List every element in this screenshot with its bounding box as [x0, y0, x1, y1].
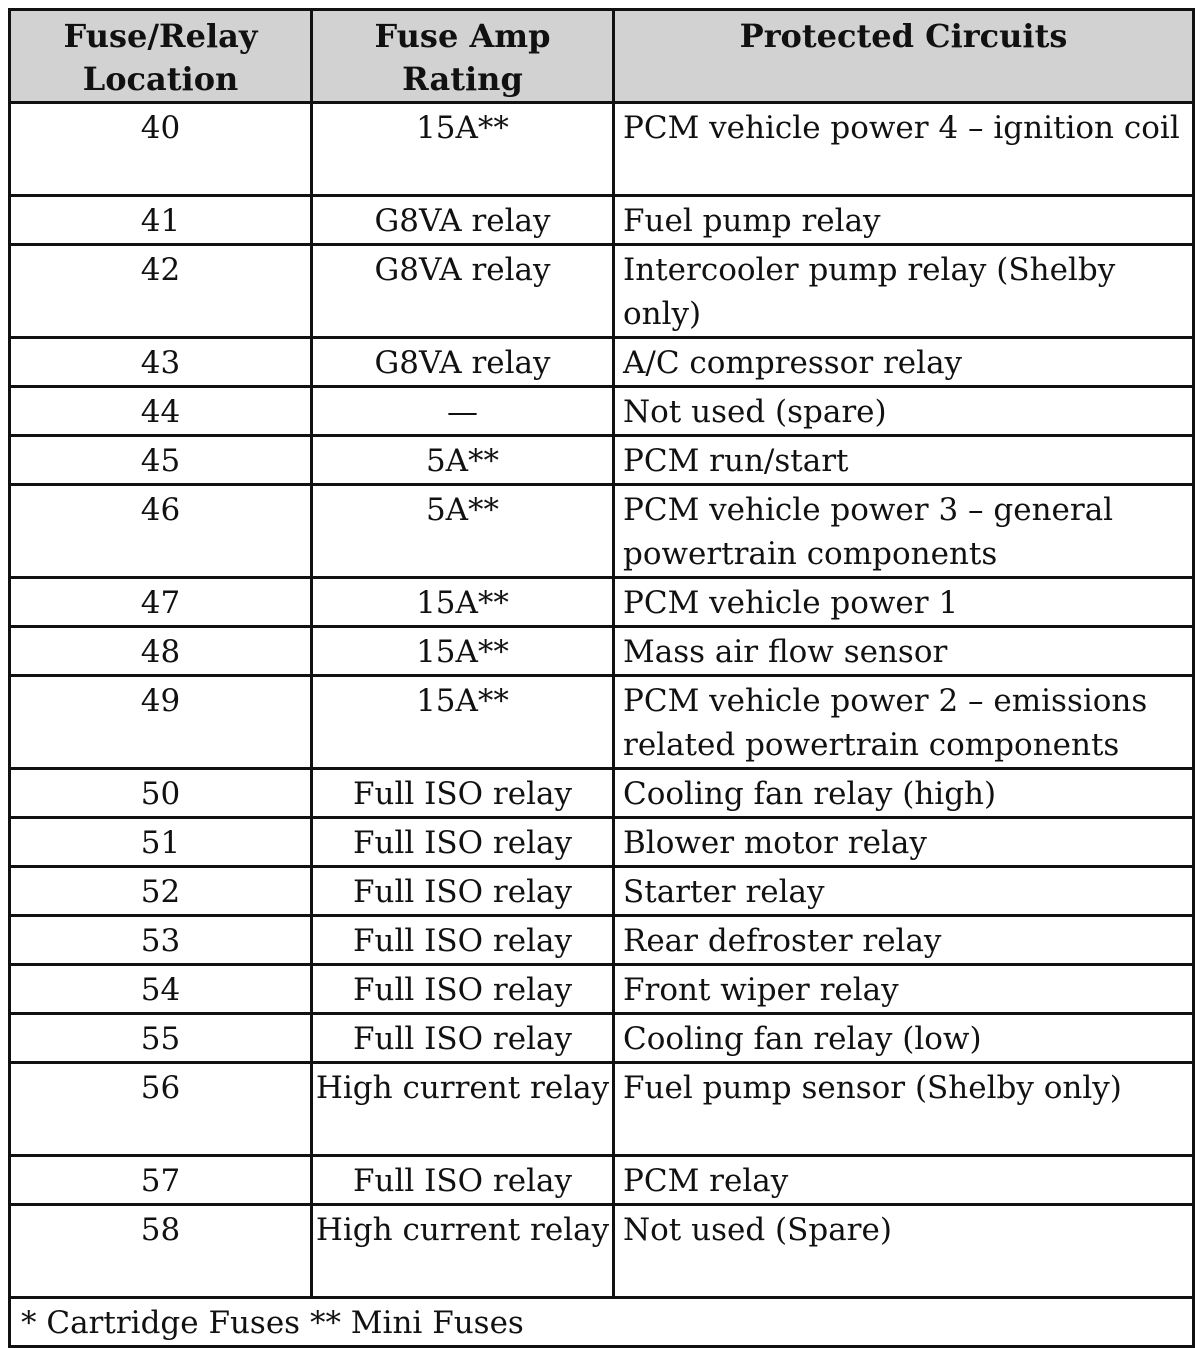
amp-rating-cell: 15A** [312, 627, 614, 676]
table-row [10, 1156, 1194, 1205]
location-cell: 47 [10, 578, 312, 627]
table-row [10, 916, 1194, 965]
table-row [10, 1205, 1194, 1298]
header-location-line1: Fuse/Relay [63, 17, 258, 55]
amp-rating-cell: Full ISO relay [312, 965, 614, 1014]
fuse-table-container [8, 8, 1192, 1348]
amp-rating-cell: 5A** [312, 436, 614, 485]
table-row [10, 103, 1194, 196]
amp-rating-cell: 15A** [312, 103, 614, 196]
circuit-cell: PCM run/start [614, 436, 1194, 485]
circuit-cell: Rear defroster relay [614, 916, 1194, 965]
fuse-relay-table [8, 8, 1195, 1348]
location-cell: 40 [10, 103, 312, 196]
location-cell: 50 [10, 769, 312, 818]
circuit-cell: Cooling fan relay (high) [614, 769, 1194, 818]
table-row [10, 196, 1194, 245]
footnote: * Cartridge Fuses ** Mini Fuses [10, 1298, 1194, 1347]
amp-rating-cell: 15A** [312, 676, 614, 769]
table-row [10, 1063, 1194, 1156]
table-row [10, 387, 1194, 436]
table-row [10, 676, 1194, 769]
header-location [10, 10, 312, 103]
amp-rating-cell: G8VA relay [312, 196, 614, 245]
location-cell: 42 [10, 245, 312, 338]
header-amp-rating [312, 10, 614, 103]
location-cell: 52 [10, 867, 312, 916]
circuit-cell: Not used (spare) [614, 387, 1194, 436]
location-cell: 46 [10, 485, 312, 578]
amp-rating-cell: Full ISO relay [312, 867, 614, 916]
location-cell: 45 [10, 436, 312, 485]
location-cell: 41 [10, 196, 312, 245]
location-cell: 55 [10, 1014, 312, 1063]
header-amp-line1: Fuse Amp [374, 17, 551, 55]
amp-rating-cell: Full ISO relay [312, 818, 614, 867]
circuit-cell: Cooling fan relay (low) [614, 1014, 1194, 1063]
header-protected-circuits [614, 10, 1194, 103]
location-cell: 57 [10, 1156, 312, 1205]
amp-rating-cell: High current relay [312, 1205, 614, 1298]
table-row [10, 485, 1194, 578]
table-row [10, 578, 1194, 627]
amp-rating-cell: Full ISO relay [312, 1014, 614, 1063]
location-cell: 49 [10, 676, 312, 769]
circuit-cell: Intercooler pump relay (Shelby only) [614, 245, 1194, 338]
table-row [10, 1014, 1194, 1063]
circuit-cell: Front wiper relay [614, 965, 1194, 1014]
circuit-cell: Not used (Spare) [614, 1205, 1194, 1298]
circuit-cell: PCM vehicle power 4 – ignition coil [614, 103, 1194, 196]
amp-rating-cell: G8VA relay [312, 245, 614, 338]
location-cell: 48 [10, 627, 312, 676]
amp-rating-cell: Full ISO relay [312, 916, 614, 965]
amp-rating-cell: 15A** [312, 578, 614, 627]
circuit-cell: Blower motor relay [614, 818, 1194, 867]
circuit-cell: Fuel pump relay [614, 196, 1194, 245]
circuit-cell: Fuel pump sensor (Shelby only) [614, 1063, 1194, 1156]
circuit-cell: PCM vehicle power 1 [614, 578, 1194, 627]
location-cell: 54 [10, 965, 312, 1014]
table-row [10, 436, 1194, 485]
location-cell: 58 [10, 1205, 312, 1298]
footnote-row [10, 1298, 1194, 1347]
location-cell: 53 [10, 916, 312, 965]
amp-rating-cell: — [312, 387, 614, 436]
header-location-line2: Location [82, 60, 239, 98]
table-row [10, 867, 1194, 916]
table-row [10, 769, 1194, 818]
table-header-row [10, 10, 1194, 103]
amp-rating-cell: G8VA relay [312, 338, 614, 387]
location-cell: 43 [10, 338, 312, 387]
location-cell: 56 [10, 1063, 312, 1156]
amp-rating-cell: Full ISO relay [312, 1156, 614, 1205]
circuit-cell: PCM vehicle power 3 – general powertrain components [614, 485, 1194, 578]
location-cell: 44 [10, 387, 312, 436]
amp-rating-cell: 5A** [312, 485, 614, 578]
table-row [10, 627, 1194, 676]
amp-rating-cell: Full ISO relay [312, 769, 614, 818]
table-row [10, 818, 1194, 867]
circuit-cell: Mass air flow sensor [614, 627, 1194, 676]
circuit-cell: PCM relay [614, 1156, 1194, 1205]
header-circuits-label: Protected Circuits [739, 17, 1068, 55]
table-row [10, 965, 1194, 1014]
table-row [10, 338, 1194, 387]
circuit-cell: A/C compressor relay [614, 338, 1194, 387]
header-amp-line2: Rating [402, 60, 523, 98]
location-cell: 51 [10, 818, 312, 867]
circuit-cell: PCM vehicle power 2 – emissions related powertrain components [614, 676, 1194, 769]
table-row [10, 245, 1194, 338]
amp-rating-cell: High current relay [312, 1063, 614, 1156]
circuit-cell: Starter relay [614, 867, 1194, 916]
